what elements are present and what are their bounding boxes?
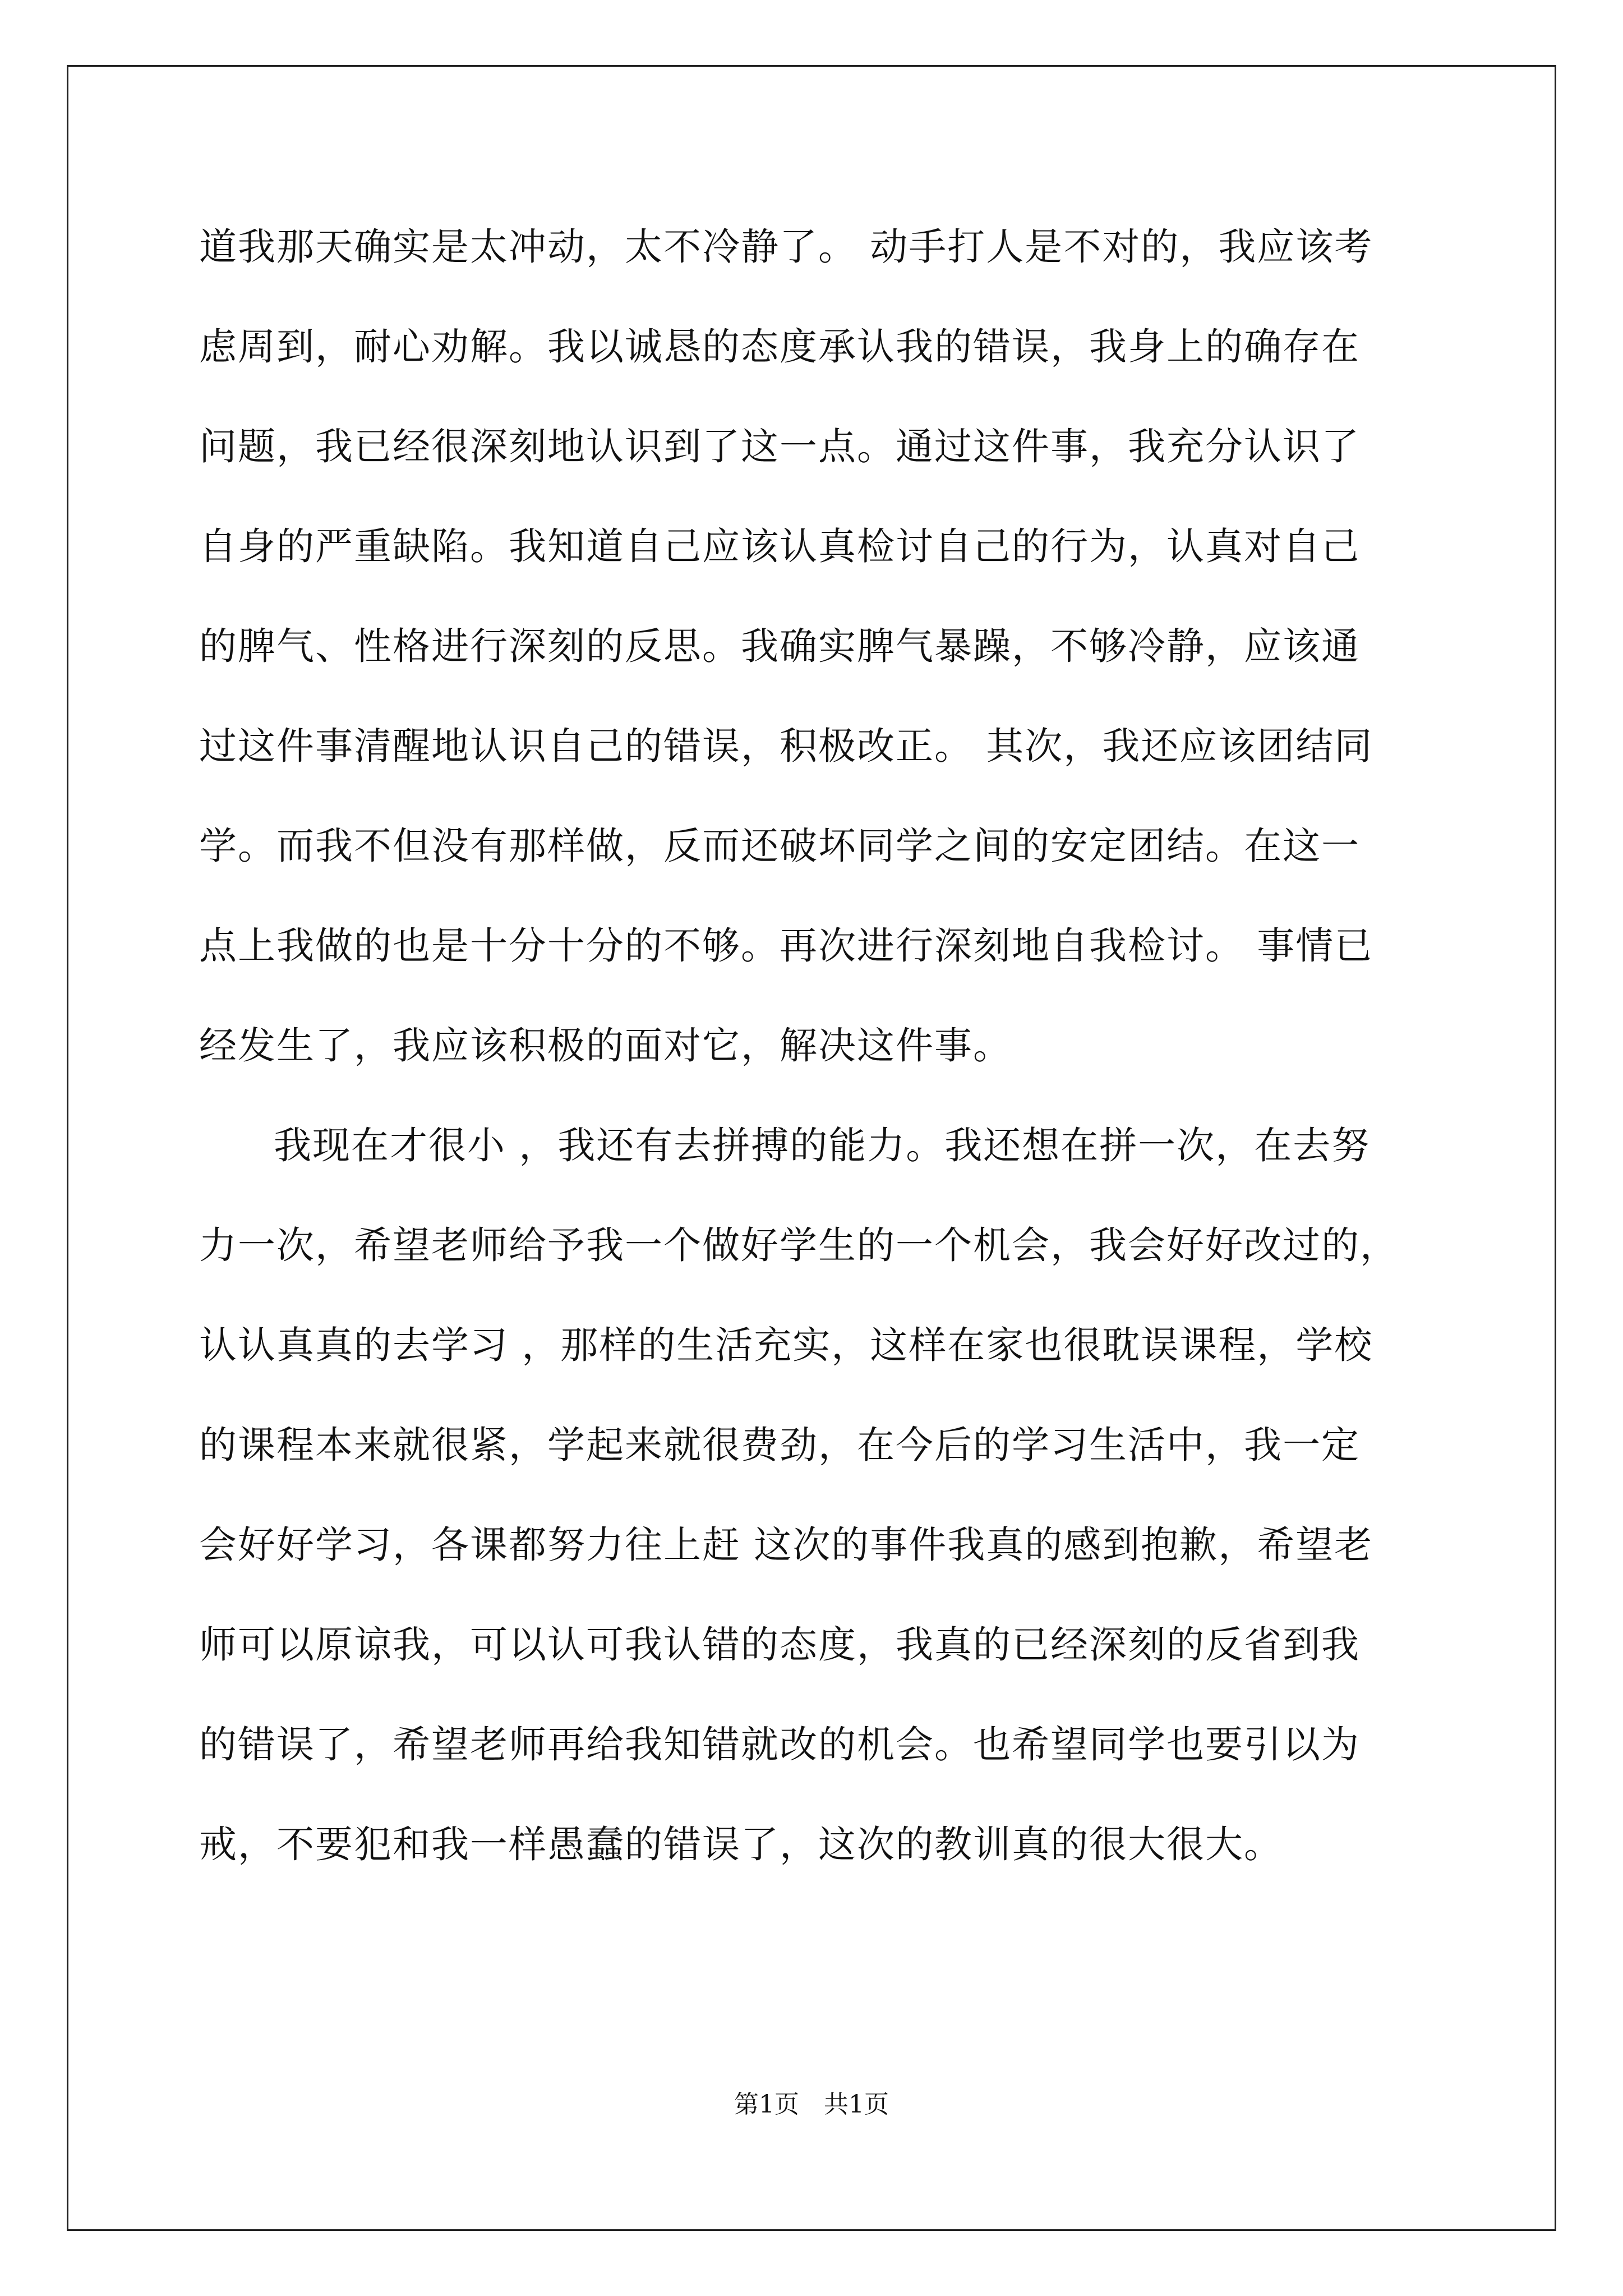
text-line: 道我那天确实是太冲动，太不冷静了。 动手打人是不对的，我应该考 xyxy=(199,225,1373,269)
text-line: 问题，我已经很深刻地认识到了这一点。通过这件事，我充分认识了 xyxy=(199,425,1360,468)
text-line: 的错误了，希望老师再给我知错就改的机会。也希望同学也要引以为 xyxy=(199,1723,1360,1766)
text-line: 的脾气、性格进行深刻的反思。我确实脾气暴躁，不够冷静，应该通 xyxy=(199,624,1360,668)
text-line: 过这件事清醒地认识自己的错误，积极改正。 其次，我还应该团结同 xyxy=(199,724,1373,768)
text-line: 我现在才很小 ，我还有去拼搏的能力。我还想在拼一次，在去努 xyxy=(274,1124,1371,1167)
text-line: 力一次，希望老师给予我一个做好学生的一个机会，我会好好改过的， xyxy=(199,1223,1399,1267)
text-line: 认认真真的去学习 ，那样的生活充实，这样在家也很耽误课程，学校 xyxy=(199,1323,1373,1367)
text-line: 会好好学习，各课都努力往上赶 这次的事件我真的感到抱歉，希望老 xyxy=(199,1523,1373,1567)
text-line: 点上我做的也是十分十分的不够。再次进行深刻地自我检讨。 事情已 xyxy=(199,924,1373,968)
text-line: 自身的严重缺陷。我知道自己应该认真检讨自己的行为，认真对自己 xyxy=(199,524,1360,568)
text-line: 的课程本来就很紧，学起来就很费劲，在今后的学习生活中，我一定 xyxy=(199,1423,1360,1467)
text-line: 戒，不要犯和我一样愚蠢的错误了，这次的教训真的很大很大。 xyxy=(199,1823,1283,1866)
text-line: 学。而我不但没有那样做，反而还破坏同学之间的安定团结。在这一 xyxy=(199,824,1360,868)
text-line: 师可以原谅我，可以认可我认错的态度，我真的已经深刻的反省到我 xyxy=(199,1623,1360,1667)
page-number-footer: 第1页 共1页 xyxy=(734,2090,889,2119)
text-line: 虑周到，耐心劝解。我以诚恳的态度承认我的错误，我身上的确存在 xyxy=(199,325,1360,369)
text-line: 经发生了，我应该积极的面对它，解决这件事。 xyxy=(199,1024,1012,1068)
